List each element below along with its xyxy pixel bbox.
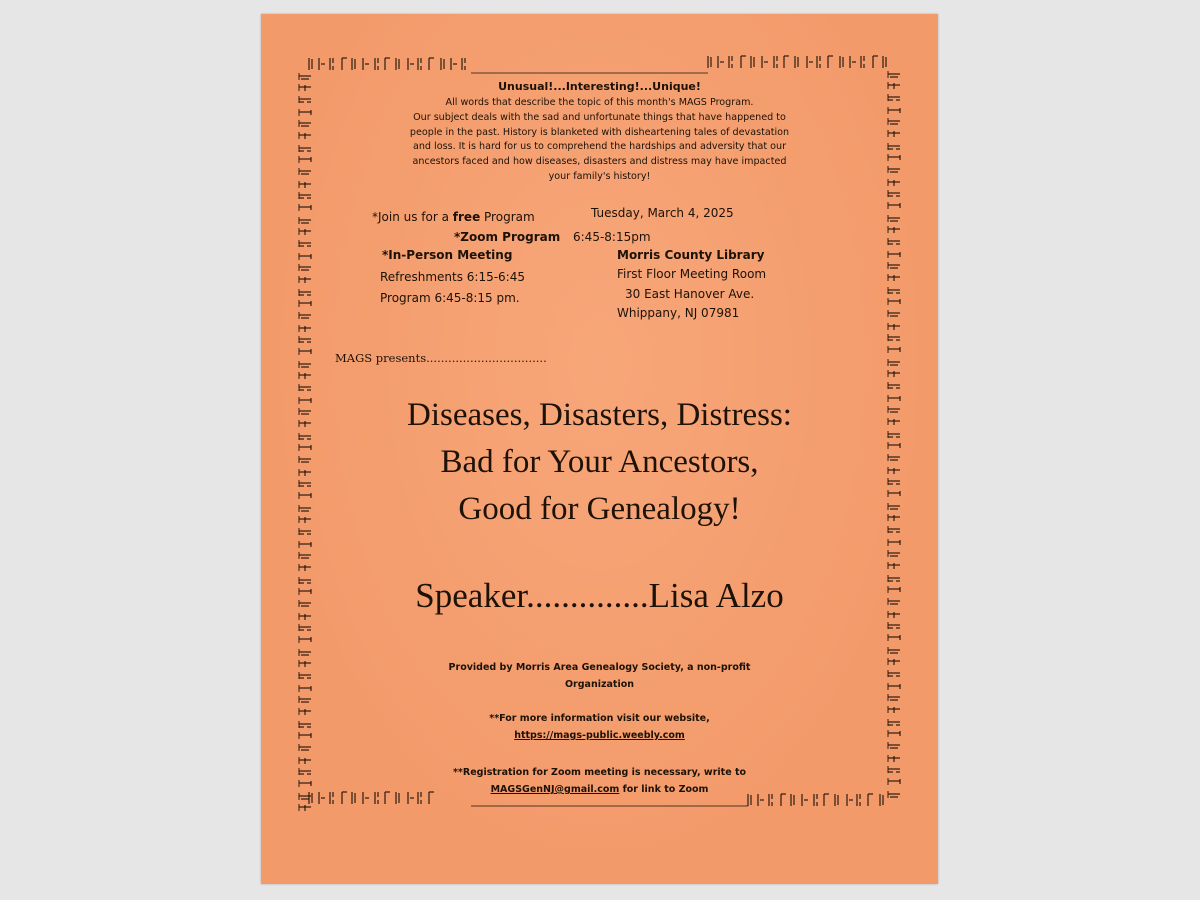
join-prefix: *Join us for a — [372, 210, 453, 224]
intro-line: All words that describe the topic of this month's MAGS Program. — [445, 97, 754, 108]
headline: Unusual!...Interesting!...Unique! — [498, 80, 701, 93]
email-suffix: for link to Zoom — [619, 784, 709, 795]
title-line: Diseases, Disasters, Distress: — [407, 397, 792, 433]
intro-line: and loss. It is hard for us to comprehend the hardships and adversity that our — [412, 141, 787, 153]
registration-note — [391, 764, 808, 798]
program-time: Program 6:45-8:15 pm. — [380, 291, 520, 305]
venue-room: First Floor Meeting Room — [617, 267, 767, 281]
venue-name: Morris County Library — [617, 248, 765, 262]
more-info — [411, 710, 788, 744]
event-date: Tuesday, March 4, 2025 — [591, 206, 734, 220]
refreshments-time: Refreshments 6:15-6:45 — [380, 270, 525, 284]
join-line — [372, 210, 535, 224]
speaker-line: Speaker..............Lisa Alzo — [415, 576, 784, 615]
email-link[interactable]: MAGSGenNJ@gmail.com — [490, 784, 620, 795]
flyer-page — [261, 14, 938, 884]
registration-text: **Registration for Zoom meeting is necessary, write to — [452, 767, 747, 778]
title-line: Good for Genealogy! — [458, 491, 741, 527]
intro-paragraph — [373, 96, 826, 185]
website-link[interactable]: https://mags-public.weebly.com — [514, 730, 685, 741]
intro-line: Our subject deals with the sad and unfortunate things that have happened to — [413, 111, 786, 123]
intro-line: people in the past. History is blanketed with disheartening tales of devastation — [409, 126, 790, 138]
presents-line: MAGS presents................................. — [335, 351, 547, 365]
intro-line: ancestors faced and how diseases, disasters and distress may have impacted — [412, 156, 787, 168]
provided-by — [411, 659, 788, 693]
join-suffix: Program — [480, 210, 535, 224]
more-info-text: **For more information visit our website, — [489, 713, 710, 724]
zoom-label: *Zoom Program — [454, 230, 561, 244]
join-free: free — [452, 210, 481, 224]
title-line: Bad for Your Ancestors, — [440, 444, 759, 480]
provided-line: Organization — [564, 679, 635, 690]
program-title — [301, 392, 898, 533]
venue-street: 30 East Hanover Ave. — [625, 287, 755, 301]
venue-town: Whippany, NJ 07981 — [617, 306, 740, 320]
provided-line: Provided by Morris Area Genealogy Society, a non-profit — [448, 662, 751, 673]
intro-line: your family's history! — [548, 170, 651, 182]
in-person-label: *In-Person Meeting — [382, 248, 513, 262]
zoom-time: 6:45-8:15pm — [573, 230, 651, 244]
